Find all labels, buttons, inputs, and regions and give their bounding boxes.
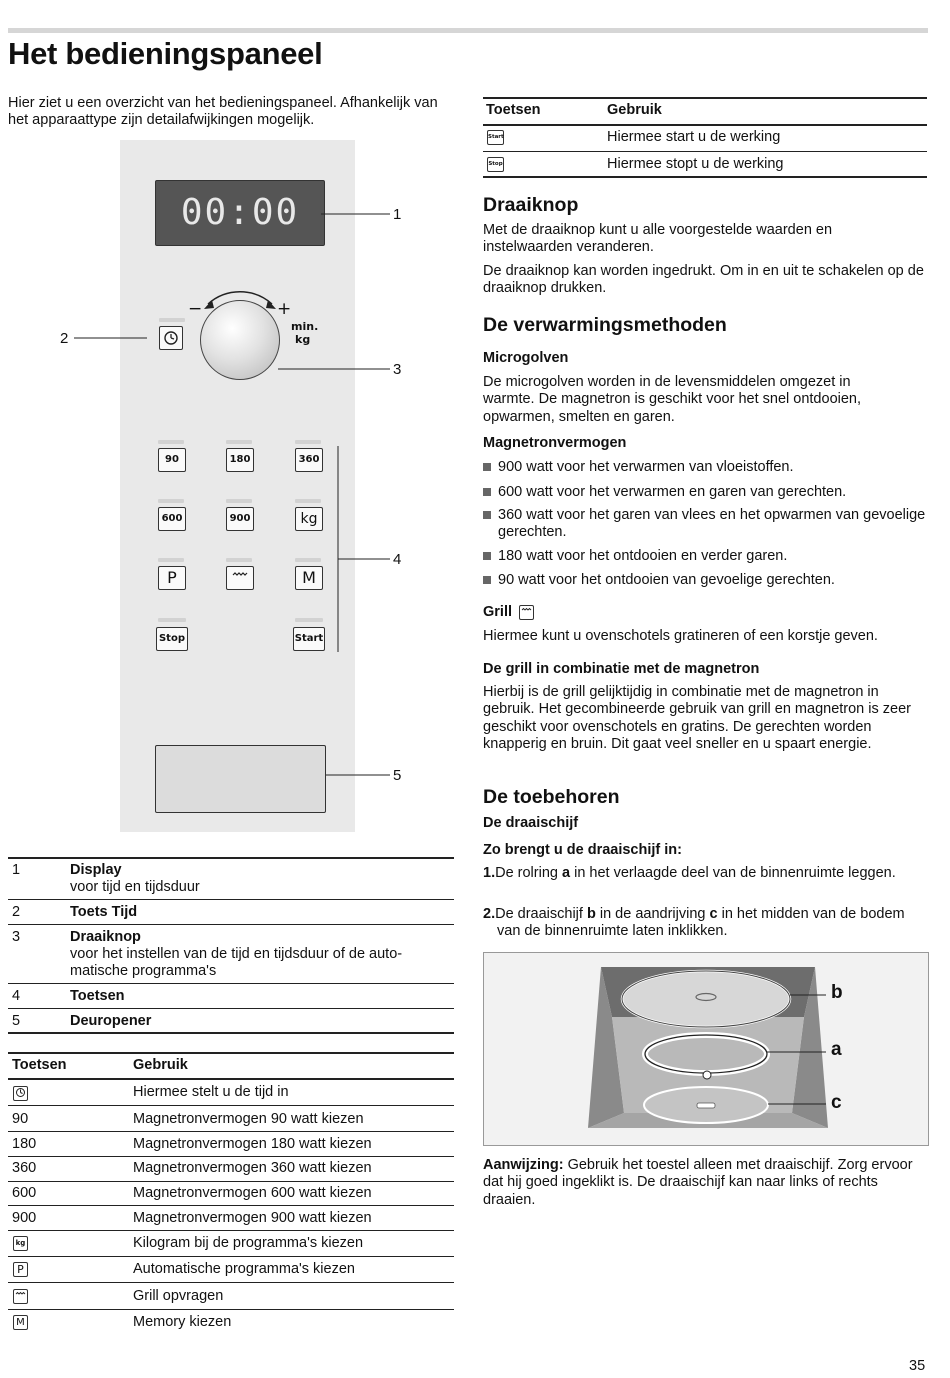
grill-text: Hiermee kunt u ovenschotels gratineren of een korstje geven. bbox=[483, 628, 878, 644]
heading-magnetronvermogen: Magnetronvermogen bbox=[483, 435, 627, 451]
start-key[interactable]: Start bbox=[293, 627, 325, 651]
legend-num: 3 bbox=[12, 929, 21, 945]
table-row: Magnetronvermogen 180 watt kiezen bbox=[133, 1136, 372, 1152]
table-row: Magnetronvermogen 90 watt kiezen bbox=[133, 1111, 364, 1127]
right-table-header-keys: Toetsen bbox=[486, 102, 541, 118]
intro-text: Hier ziet u een overzicht van het bedieningspaneel. Afhankelijk van het apparaattype zijn detailafwijkingen mogelijk. bbox=[8, 95, 438, 128]
combi-text: Hierbij is de grill gelijktijdig in combinatie met de magnetron in gebruik. Het gecombineerde gebruik van grill en magnetron is zeer geschikt voor ovenschotels en gratins. De gerechten worden knapperig en bruin. Dit gaat veel sneller en u spaart energie. bbox=[483, 684, 911, 752]
right-table-header-use: Gebruik bbox=[607, 102, 662, 118]
table-cell-key: 90 bbox=[12, 1111, 29, 1127]
m-icon: M bbox=[13, 1314, 28, 1332]
callout-3: 3 bbox=[393, 361, 402, 378]
kg-icon: kg bbox=[13, 1235, 28, 1253]
legend-title: Draaiknop bbox=[70, 929, 141, 945]
note: Aanwijzing: Gebruik het toestel alleen met draaischijf. Zorg ervoor dat hij goed ingeklikt is. De draaischijf kan naar links of rechts draaien. bbox=[483, 1157, 913, 1208]
step-1: 1.De rolring a in het verlaagde deel van de binnenruimte leggen. bbox=[483, 865, 896, 881]
heading-verwarmingsmethoden: De verwarmingsmethoden bbox=[483, 314, 727, 336]
p-icon: P bbox=[13, 1261, 28, 1279]
list-item: 360 watt voor het garen van vlees en het opwarmen van gevoelige gerechten. bbox=[483, 507, 928, 542]
heading-draaiknop: Draaiknop bbox=[483, 194, 579, 216]
legend-num: 1 bbox=[12, 862, 21, 878]
table-row: Kilogram bij de programma's kiezen bbox=[133, 1235, 364, 1251]
grill-icon bbox=[13, 1288, 28, 1306]
callout-1: 1 bbox=[393, 206, 402, 223]
key-900[interactable]: 900 bbox=[226, 507, 254, 531]
keys-table-header-keys: Toetsen bbox=[12, 1057, 67, 1073]
callout-4: 4 bbox=[393, 551, 402, 568]
clock-key-indicator bbox=[159, 318, 185, 322]
key-360[interactable]: 360 bbox=[295, 448, 323, 472]
list-item: 900 watt voor het verwarmen van vloeistoffen. bbox=[483, 459, 794, 476]
table-row: Magnetronvermogen 600 watt kiezen bbox=[133, 1185, 372, 1201]
grill-icon bbox=[519, 605, 534, 620]
grill-icon bbox=[231, 570, 249, 580]
legend-desc: voor tijd en tijdsduur bbox=[70, 879, 200, 895]
heading-howto: Zo brengt u de draaischijf in: bbox=[483, 842, 682, 858]
rotary-knob[interactable] bbox=[200, 300, 280, 380]
stop-key[interactable]: Stop bbox=[156, 627, 188, 651]
table-row: Hiermee stopt u de werking bbox=[607, 156, 784, 172]
list-item: 90 watt voor het ontdooien van gevoelige gerechten. bbox=[483, 572, 835, 589]
start-icon: Start bbox=[487, 129, 504, 147]
turntable-illustration bbox=[483, 952, 929, 1146]
table-row: Memory kiezen bbox=[133, 1314, 232, 1330]
page-number: 35 bbox=[909, 1358, 926, 1374]
key-m[interactable]: M bbox=[295, 566, 323, 590]
display: 00:00 bbox=[155, 180, 325, 246]
key-kg[interactable]: kg bbox=[295, 507, 323, 531]
clock-icon bbox=[163, 330, 179, 346]
table-cell-key: 360 bbox=[12, 1160, 37, 1176]
legend-num: 5 bbox=[12, 1013, 21, 1029]
key-600[interactable]: 600 bbox=[158, 507, 186, 531]
legend-title: Toetsen bbox=[70, 988, 125, 1004]
legend-num: 2 bbox=[12, 904, 21, 920]
key-grill[interactable] bbox=[226, 566, 254, 590]
fig-label-c: c bbox=[831, 1092, 842, 1113]
legend-num: 4 bbox=[12, 988, 21, 1004]
draaiknop-text-1: Met de draaiknop kunt u alle voorgestelde waarden en instelwaarden veranderen. bbox=[483, 222, 833, 256]
keys-table-header-use: Gebruik bbox=[133, 1057, 188, 1073]
table-cell-key: 600 bbox=[12, 1185, 37, 1201]
clock-key[interactable] bbox=[159, 326, 183, 350]
clock-icon bbox=[13, 1085, 28, 1103]
key-180[interactable]: 180 bbox=[226, 448, 254, 472]
table-row: Hiermee start u de werking bbox=[607, 129, 781, 145]
microgolven-text: De microgolven worden in de levensmiddelen omgezet in warmte. De magnetron is geschikt voor het snel ontdooien, opwarmen, smelten en garen. bbox=[483, 374, 862, 425]
heading-grill: Grill bbox=[483, 604, 534, 620]
knob-plus: + bbox=[277, 299, 292, 319]
legend-title: Toets Tijd bbox=[70, 904, 138, 920]
table-row: Grill opvragen bbox=[133, 1288, 224, 1304]
table-row: Automatische programma's kiezen bbox=[133, 1261, 355, 1277]
step-2: 2.De draaischijf b in de aandrijving c in het midden van de bodem van de binnenruimte laten inklikken. bbox=[483, 906, 905, 940]
heading-microgolven: Microgolven bbox=[483, 350, 569, 366]
list-item: 600 watt voor het verwarmen en garen van gerechten. bbox=[483, 484, 846, 501]
knob-minus: − bbox=[188, 299, 203, 319]
knob-label-kg: kg bbox=[295, 333, 311, 346]
fig-label-b: b bbox=[831, 982, 843, 1003]
key-p[interactable]: P bbox=[158, 566, 186, 590]
legend-desc: voor het instellen van de tijd en tijdsduur of de auto-matische programma's bbox=[70, 946, 403, 979]
callout-5: 5 bbox=[393, 767, 402, 784]
fig-label-a: a bbox=[831, 1039, 842, 1060]
stop-icon: Stop bbox=[487, 156, 504, 174]
legend-title: Deuropener bbox=[70, 1013, 152, 1029]
heading-toebehoren: De toebehoren bbox=[483, 786, 620, 808]
door-opener[interactable] bbox=[155, 745, 326, 813]
callout-2: 2 bbox=[60, 330, 69, 347]
table-row: Hiermee stelt u de tijd in bbox=[133, 1084, 289, 1100]
key-90[interactable]: 90 bbox=[158, 448, 186, 472]
list-item: 180 watt voor het ontdooien en verder garen. bbox=[483, 548, 787, 565]
legend-title: Display bbox=[70, 862, 122, 878]
heading-draaischijf: De draaischijf bbox=[483, 815, 579, 831]
table-cell-key: 900 bbox=[12, 1210, 37, 1226]
heading-grill-combinatie: De grill in combinatie met de magnetron bbox=[483, 661, 760, 677]
knob-label-min: min. bbox=[291, 320, 319, 333]
draaiknop-text-2: De draaiknop kan worden ingedrukt. Om in en uit te schakelen op de draaiknop drukken. bbox=[483, 263, 924, 297]
table-row: Magnetronvermogen 360 watt kiezen bbox=[133, 1160, 372, 1176]
page-title: Het bedieningspaneel bbox=[8, 36, 323, 71]
table-row: Magnetronvermogen 900 watt kiezen bbox=[133, 1210, 372, 1226]
table-cell-key: 180 bbox=[12, 1136, 37, 1152]
